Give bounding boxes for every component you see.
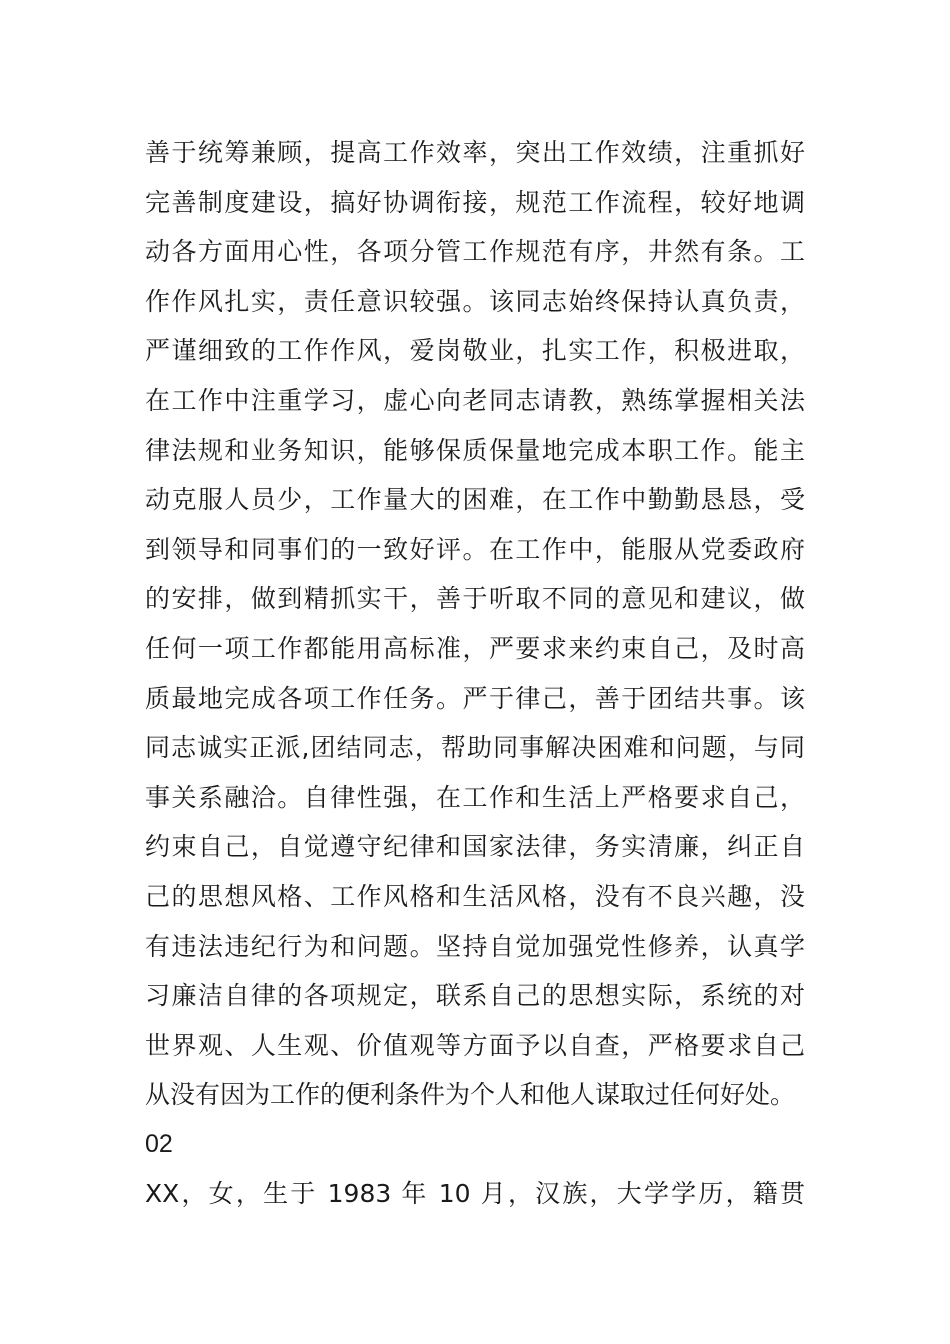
text-line: 从没有因为工作的便利条件为个人和他人谋取过任何好处。 <box>145 1080 796 1110</box>
text-line: 在工作中注重学习，虚心向老同志请教，熟练掌握相关法 <box>145 385 805 415</box>
text-line: 世界观、人生观、价值观等方面予以自查，严格要求自己 <box>145 1030 805 1060</box>
text-line: 质最地完成各项工作任务。严于律己，善于团结共事。该 <box>145 683 805 713</box>
section-number: 02 <box>145 1129 173 1158</box>
text-line: 作作风扎实，责任意识较强。该同志始终保持认真负责， <box>145 286 805 316</box>
text-line: 律法规和业务知识，能够保质保量地完成本职工作。能主 <box>145 435 805 465</box>
text-line: 完善制度建设，搞好协调衔接，规范工作流程，较好地调 <box>145 187 805 217</box>
text-line: 同志诚实正派,团结同志，帮助同事解决困难和问题，与同 <box>145 733 805 763</box>
text-line: 己的思想风格、工作风格和生活风格，没有不良兴趣，没 <box>145 881 805 911</box>
text-line: 任何一项工作都能用高标准，严要求来约束自己，及时高 <box>145 633 805 663</box>
text-line: 动克服人员少，工作量大的困难，在工作中勤勤恳恳，受 <box>145 485 805 515</box>
document-body <box>145 128 805 1219</box>
text-line: 的安排，做到精抓实干，善于听取不同的意见和建议，做 <box>145 584 805 614</box>
text-line: 有违法违纪行为和问题。坚持自觉加强党性修养，认真学 <box>145 931 805 961</box>
text-line: 到领导和同事们的一致好评。在工作中，能服从党委政府 <box>145 534 805 564</box>
text-line: 善于统筹兼顾，提高工作效率，突出工作效绩，注重抓好 <box>145 138 805 167</box>
text-line: 约束自己，自觉遵守纪律和国家法律，务实清廉，纠正自 <box>145 832 805 862</box>
text-line: XX，女，生于 1983 年 10 月，汉族，大学学历，籍贯 <box>145 1179 805 1209</box>
text-line: 动各方面用心性，各项分管工作规范有序，井然有条。工 <box>145 237 805 267</box>
text-line: 事关系融洽。自律性强，在工作和生活上严格要求自己， <box>145 782 805 812</box>
text-line: 严谨细致的工作作风，爱岗敬业，扎实工作，积极进取， <box>145 336 805 366</box>
text-line: 习廉洁自律的各项规定，联系自己的思想实际，系统的对 <box>145 981 805 1011</box>
